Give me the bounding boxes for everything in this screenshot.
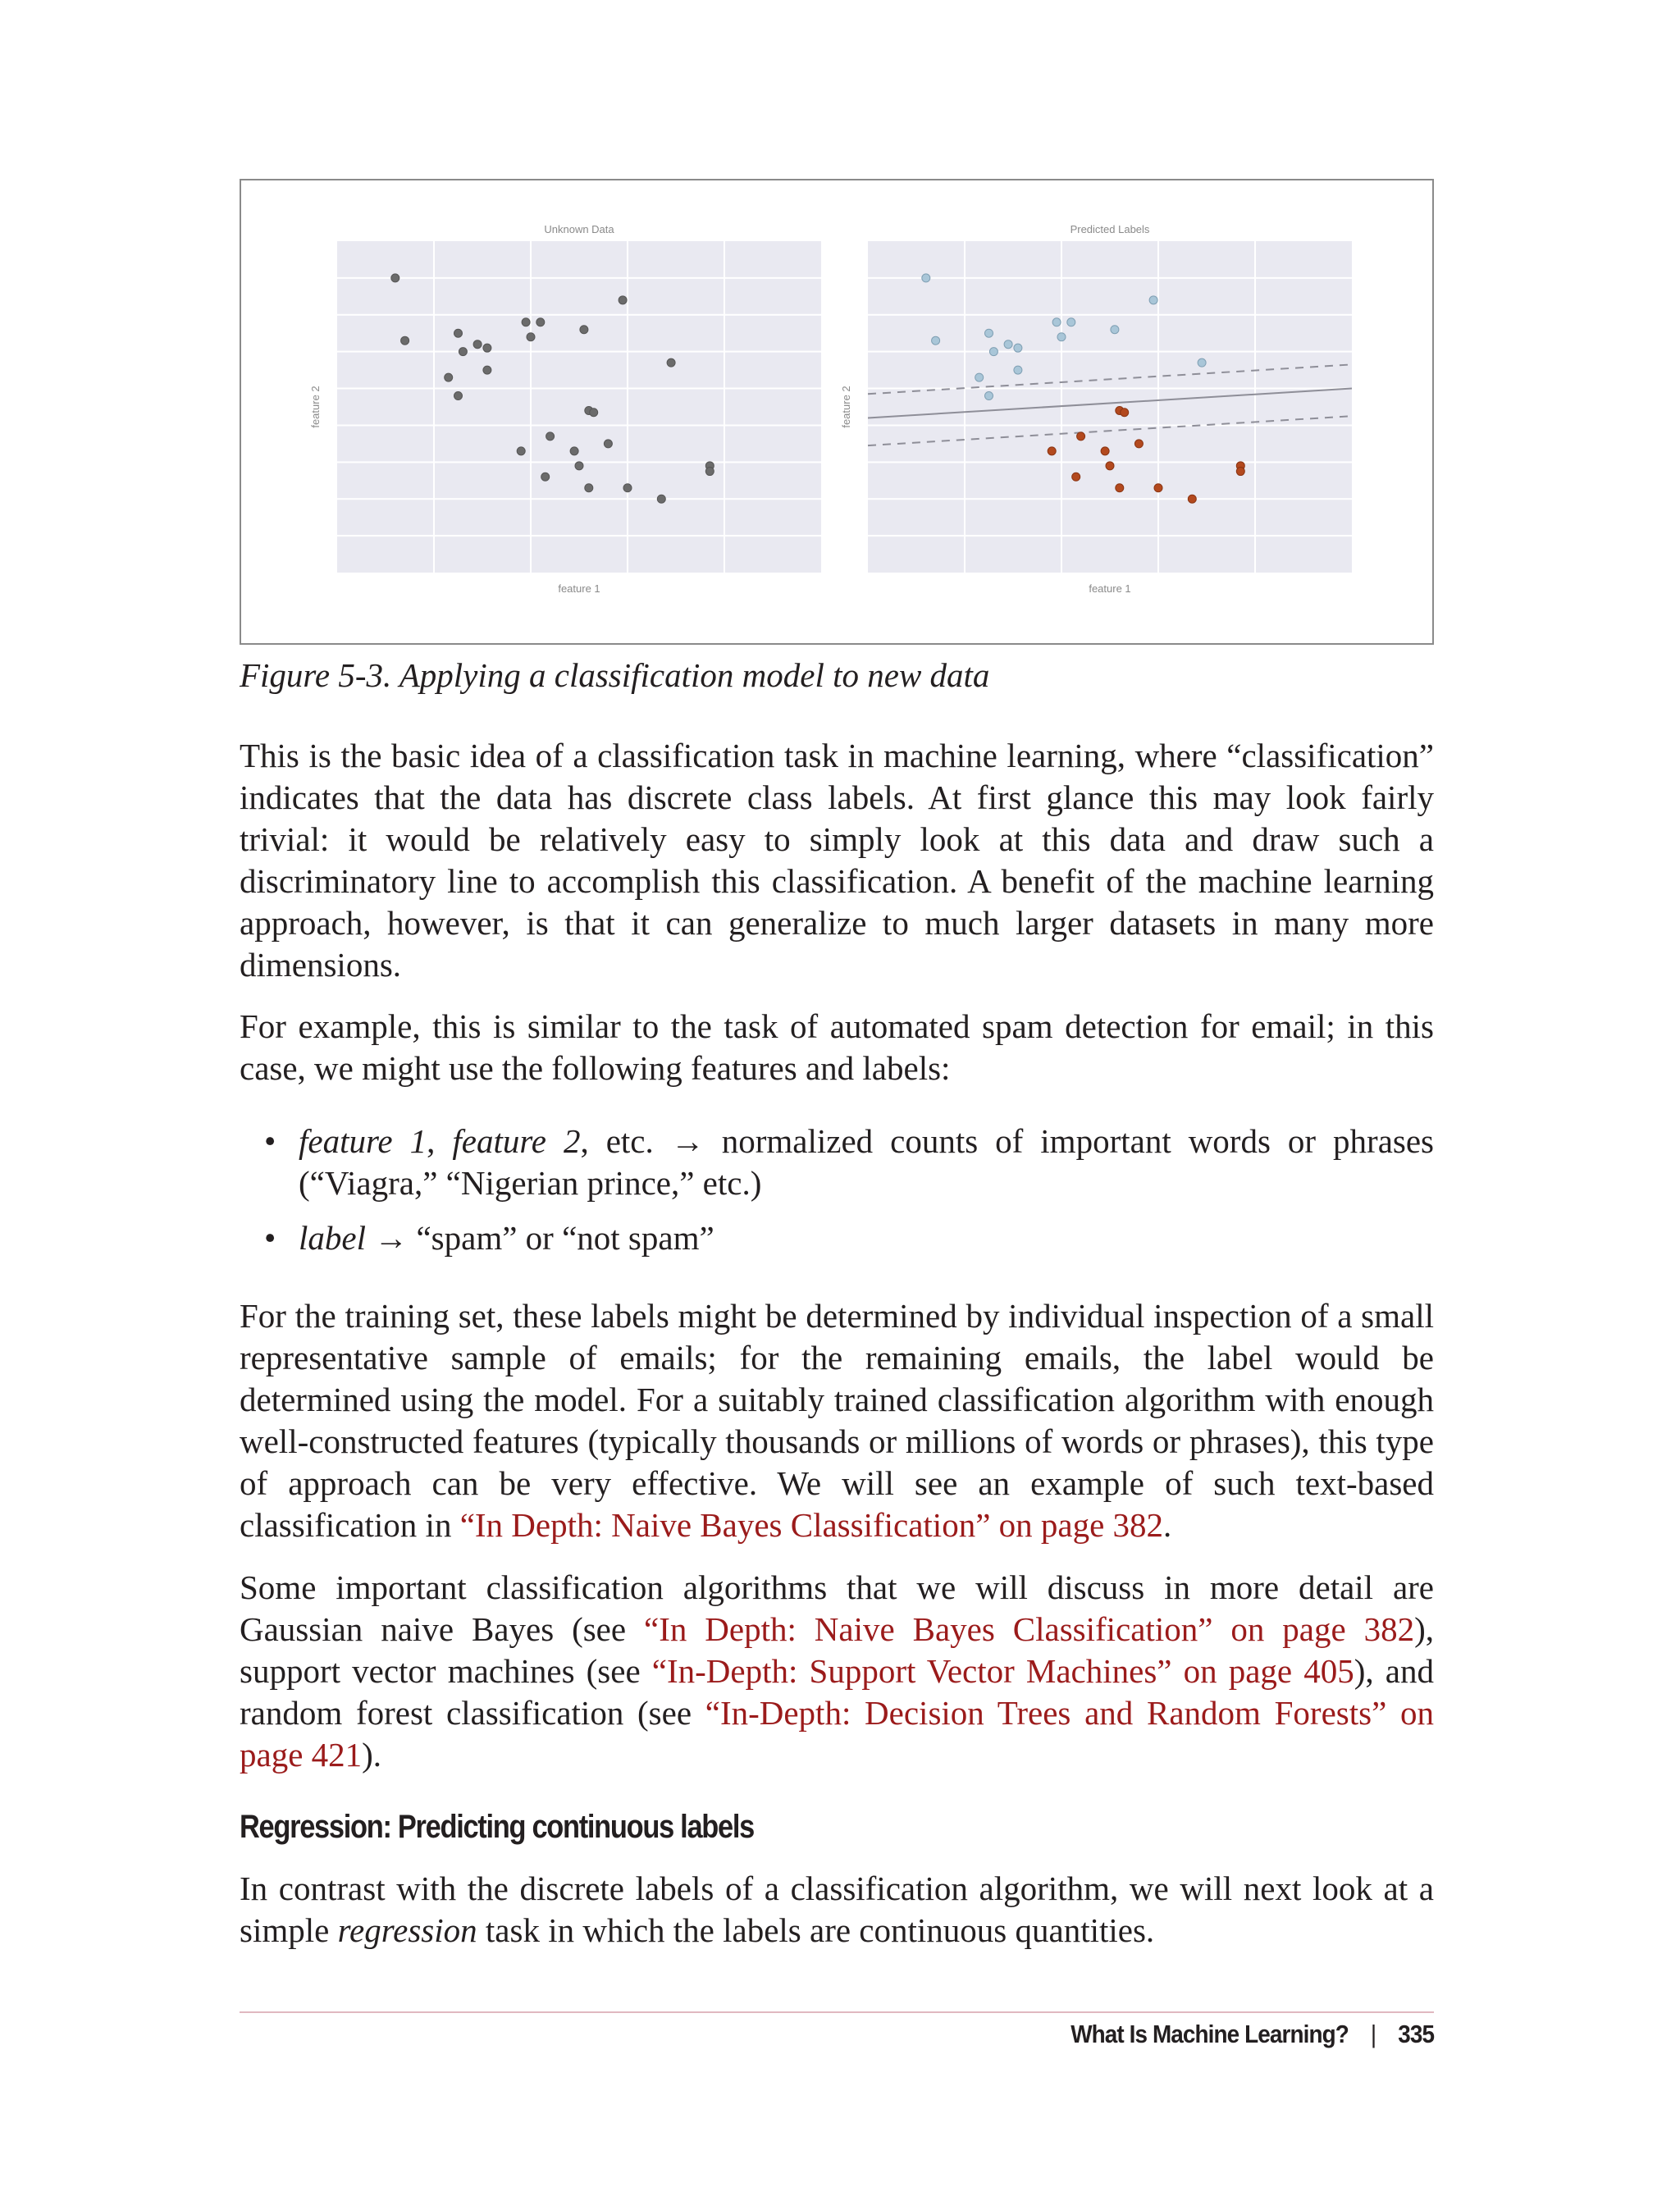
- bullet-icon: •: [264, 1122, 276, 1160]
- data-point: [454, 329, 463, 337]
- data-point: [585, 484, 593, 492]
- data-point: [527, 333, 535, 341]
- data-point: [985, 392, 993, 400]
- data-point: [459, 348, 467, 356]
- bullet-icon: •: [264, 1219, 276, 1257]
- data-point: [1057, 333, 1066, 341]
- data-point: [1116, 484, 1124, 492]
- page-footer: [1071, 2020, 1434, 2049]
- link-decision-trees[interactable]: “In-Depth: Decision Trees and Random Forests” on page 421: [240, 1694, 1434, 1774]
- link-naive-bayes[interactable]: “In Depth: Naive Bayes Classification” on page 382: [459, 1506, 1164, 1544]
- paragraph-5-text: In contrast with the discrete labels of a classification algorithm, we will next look at a simple: [240, 1869, 1434, 1949]
- panel-unknown-data: [309, 223, 821, 595]
- y-axis-label: feature 2: [840, 386, 852, 428]
- data-point: [454, 392, 463, 400]
- paragraph-1: [240, 735, 1434, 986]
- data-point: [1121, 409, 1129, 417]
- footer-separator: |: [1370, 2020, 1376, 2048]
- data-point: [1004, 340, 1012, 349]
- data-point: [1111, 326, 1119, 334]
- paragraph-1-text: This is the basic idea of a classification task in machine learning, where “classification” indicates that the data has discrete class labels. At first glance this may look fairly trivial: it would be relatively easy to simply look at this data and draw such a discriminatory line to accomplish this classification. A benefit of the machine learning approach, however, is that it can generalize to much larger datasets in many more dimensions.: [240, 737, 1434, 984]
- term-label: label: [299, 1219, 366, 1257]
- data-point: [1198, 358, 1206, 367]
- page-number: 335: [1398, 2020, 1434, 2048]
- data-point: [575, 462, 583, 470]
- data-point: [989, 348, 998, 356]
- data-point: [922, 274, 930, 282]
- data-point: [1101, 447, 1109, 455]
- paragraph-5: [240, 1868, 1434, 1952]
- paragraph-3-end: .: [1163, 1506, 1172, 1544]
- list-text: , etc. → normalized counts of important words or phrases (“Viagra,” “Nigerian prince,” etc.): [299, 1122, 1435, 1202]
- list-item: [240, 1121, 1434, 1204]
- footer-rule: [240, 2011, 1434, 2013]
- paragraph-4-text: Some important classification algorithms that we will discuss in more detail are Gaussian naive Bayes (see: [240, 1568, 1434, 1648]
- data-point: [975, 373, 984, 381]
- data-point: [1236, 468, 1244, 476]
- data-point: [932, 336, 940, 345]
- list-item: [240, 1217, 1434, 1259]
- feature-list: [240, 1121, 1434, 1259]
- data-point: [985, 329, 993, 337]
- x-axis-label: feature 1: [1089, 582, 1131, 595]
- link-naive-bayes[interactable]: “In Depth: Naive Bayes Classification” on page 382: [644, 1610, 1415, 1648]
- term-feature-1: feature 1: [299, 1122, 427, 1160]
- paragraph-2-text: For example, this is similar to the task of automated spam detection for email; in this case, we might use the following features and labels:: [240, 1007, 1434, 1087]
- paragraph-4-text: ).: [362, 1736, 382, 1774]
- panel-predicted-labels: [840, 223, 1352, 595]
- paragraph-5-text: task in which the labels are continuous quantities.: [477, 1911, 1155, 1949]
- x-axis-label: feature 1: [558, 582, 600, 595]
- paragraph-4-text: ), and random forest classification (see: [240, 1652, 1434, 1732]
- data-point: [623, 484, 632, 492]
- data-point: [483, 344, 491, 352]
- list-text: → “spam” or “not spam”: [365, 1219, 714, 1257]
- data-point: [1106, 462, 1114, 470]
- data-point: [1067, 318, 1075, 326]
- data-point: [570, 447, 578, 455]
- data-point: [1014, 366, 1022, 374]
- data-point: [1134, 440, 1143, 448]
- footer-chapter-title: What Is Machine Learning?: [1071, 2020, 1349, 2048]
- data-point: [1154, 484, 1162, 492]
- list-text: ,: [427, 1122, 453, 1160]
- data-point: [401, 336, 409, 345]
- figure: [240, 179, 1434, 645]
- data-point: [541, 472, 550, 481]
- link-support-vector-machines[interactable]: “In-Depth: Support Vector Machines” on page 405: [651, 1652, 1354, 1690]
- data-point: [1072, 472, 1080, 481]
- data-point: [445, 373, 453, 381]
- panel-title: Unknown Data: [544, 223, 614, 235]
- data-point: [391, 274, 399, 282]
- data-point: [705, 468, 714, 476]
- data-point: [546, 432, 555, 441]
- data-point: [1149, 296, 1157, 304]
- panel-title: Predicted Labels: [1070, 223, 1150, 235]
- paragraph-4: [240, 1567, 1434, 1776]
- data-point: [667, 358, 675, 367]
- paragraph-4-text: ), support vector machines (see: [240, 1610, 1435, 1690]
- data-point: [1014, 344, 1022, 352]
- data-point: [1077, 432, 1085, 441]
- data-point: [483, 366, 491, 374]
- plot-area: [337, 241, 821, 573]
- data-point: [590, 409, 598, 417]
- data-point: [473, 340, 482, 349]
- section-heading: Regression: Predicting continuous labels: [240, 1809, 754, 1845]
- data-point: [604, 440, 612, 448]
- data-point: [1188, 495, 1196, 503]
- y-axis-label: feature 2: [309, 386, 322, 428]
- data-point: [1052, 318, 1061, 326]
- term-regression: regression: [337, 1911, 477, 1949]
- figure-chart: [241, 180, 1432, 643]
- data-point: [517, 447, 525, 455]
- data-point: [1048, 447, 1056, 455]
- data-point: [619, 296, 627, 304]
- figure-caption: Figure 5-3. Applying a classification model to new data: [240, 656, 990, 694]
- data-point: [580, 326, 588, 334]
- data-point: [657, 495, 665, 503]
- paragraph-2: [240, 1006, 1434, 1089]
- data-point: [522, 318, 530, 326]
- term-feature-2: feature 2: [452, 1122, 581, 1160]
- plot-area: [868, 241, 1352, 573]
- paragraph-3: [240, 1295, 1434, 1546]
- paragraph-3-text: For the training set, these labels might be determined by individual inspection of a small representative sample of emails; for the remaining emails, the label would be determined using the model. For a suitably trained classification algorithm with enough well-constructed features (typically thousands or millions of words or phrases), this type of approach can be very effective. We will see an example of such text-based classification in: [240, 1297, 1434, 1544]
- data-point: [536, 318, 545, 326]
